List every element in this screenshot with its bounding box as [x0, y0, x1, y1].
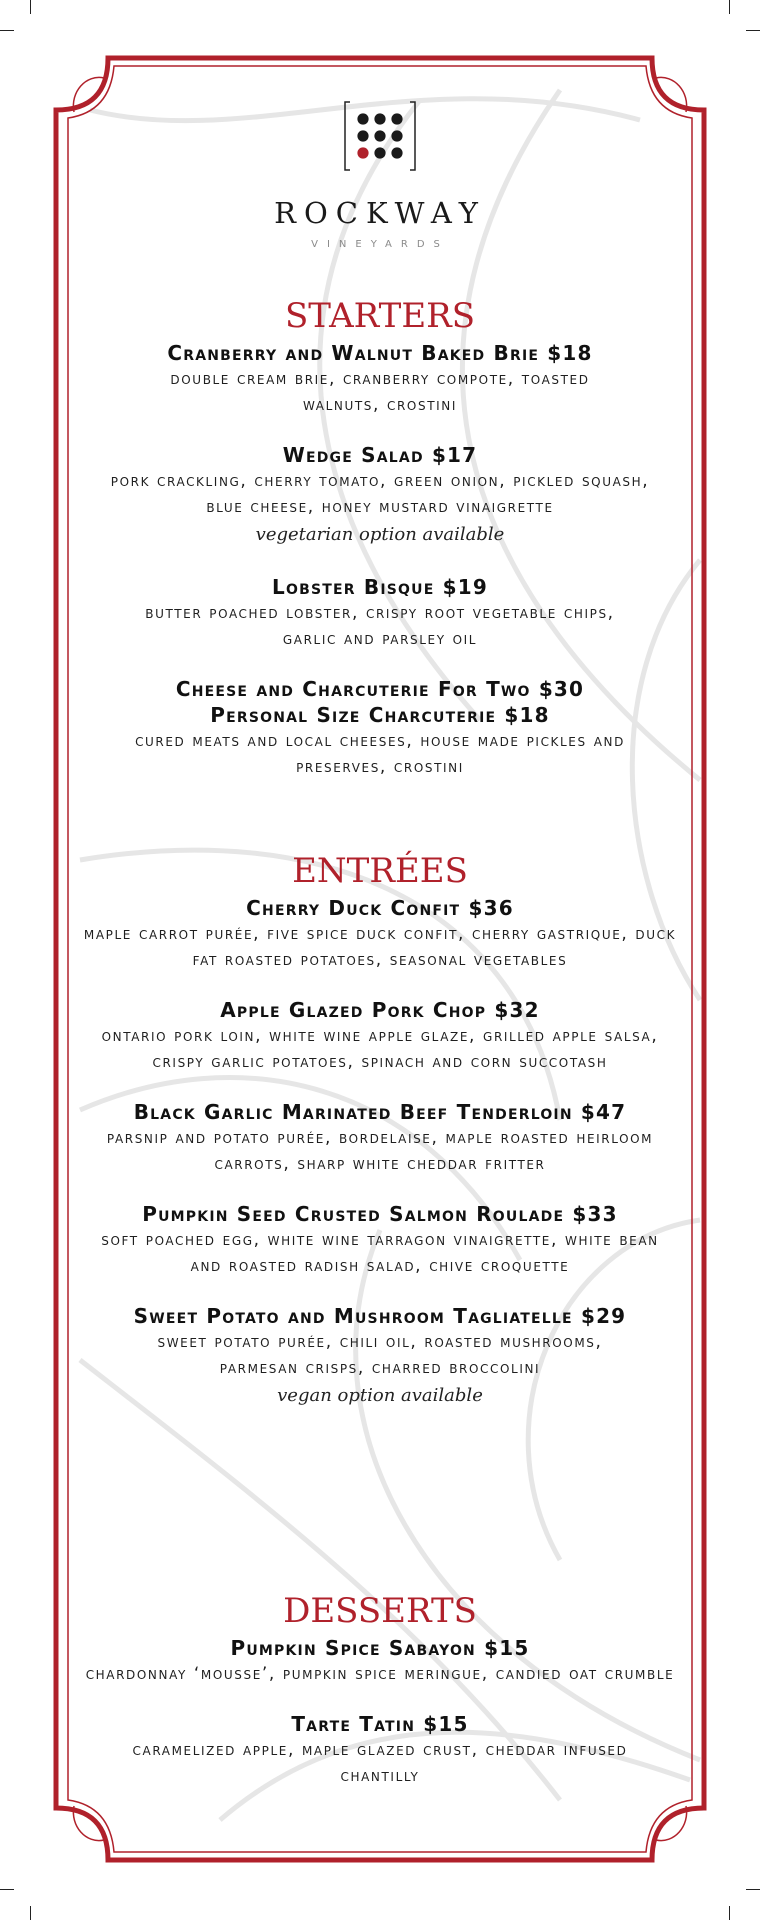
item-name: Sweet Potato and Mushroom Tagliatelle $29 [133, 1304, 627, 1328]
item-name-secondary: Personal Size Charcuterie $18 [210, 703, 550, 727]
item-description: chardonnay ‘mousse’, pumpkin spice meringue, candied oat crumble [85, 1664, 675, 1684]
section-title: ENTRÉES [292, 851, 468, 891]
menu-item [80, 574, 680, 652]
item-description: sweet potato purée, chili oil, roasted mushrooms, parmesan crisps, charred broccolini [157, 1332, 603, 1378]
item-description: double cream brie, cranberry compote, toasted walnuts, crostini [170, 369, 590, 415]
menu-item [80, 1635, 680, 1687]
grape-dots-icon [80, 98, 680, 178]
item-description: cured meats and local cheeses, house made pickles and preserves, crostini [135, 731, 625, 777]
section-desserts [80, 1591, 680, 1813]
section-starters [80, 296, 680, 804]
item-name: Cheese and Charcuterie For Two $30 [175, 677, 585, 701]
brand-name: ROCKWAY [274, 196, 486, 230]
brand-subtitle: VINEYARDS [311, 239, 449, 250]
item-name: Black Garlic Marinated Beef Tenderloin $47 [133, 1100, 627, 1124]
item-description: caramelized apple, maple glazed crust, cheddar infused chantilly [132, 1740, 628, 1786]
item-description: maple carrot purée, five spice duck confit, cherry gastrique, duck fat roasted potatoes, seasonal vegetables [83, 924, 677, 970]
item-name: Pumpkin Spice Sabayon $15 [230, 1636, 530, 1660]
brand-logo [80, 98, 680, 278]
menu-item [80, 1201, 680, 1279]
menu-item [80, 1099, 680, 1177]
item-note: vegetarian option available [255, 524, 505, 545]
menu-item [80, 340, 680, 418]
item-description: butter poached lobster, crispy root vegetable chips, garlic and parsley oil [145, 603, 615, 649]
menu-item [80, 997, 680, 1075]
menu-item [80, 1303, 680, 1411]
item-name: Pumpkin Seed Crusted Salmon Roulade $33 [142, 1202, 618, 1226]
item-description: ontario pork loin, white wine apple glaze, grilled apple salsa, crispy garlic potatoes, spinach and corn succotash [101, 1026, 659, 1072]
item-name: Apple Glazed Pork Chop $32 [220, 998, 540, 1022]
menu-item [80, 895, 680, 973]
item-name: Lobster Bisque $19 [272, 575, 488, 599]
item-name: Cranberry and Walnut Baked Brie $18 [167, 341, 593, 365]
menu-item [80, 1711, 680, 1789]
section-title: DESSERTS [283, 1591, 477, 1631]
menu-item [80, 676, 680, 780]
item-name: Cherry Duck Confit $36 [246, 896, 514, 920]
item-description: parsnip and potato purée, bordelaise, maple roasted heirloom carrots, sharp white cheddar fritter [106, 1128, 654, 1174]
section-title: STARTERS [284, 296, 476, 336]
item-description: pork crackling, cherry tomato, green onion, pickled squash, blue cheese, honey mustard vinaigrette [110, 471, 650, 517]
item-name: Wedge Salad $17 [282, 443, 478, 467]
item-note: vegan option available [277, 1385, 483, 1406]
section-entrees [80, 851, 680, 1435]
item-name: Tarte Tatin $15 [291, 1712, 469, 1736]
menu-item [80, 442, 680, 550]
item-description: soft poached egg, white wine tarragon vinaigrette, white bean and roasted radish salad, chive croquette [101, 1230, 659, 1276]
